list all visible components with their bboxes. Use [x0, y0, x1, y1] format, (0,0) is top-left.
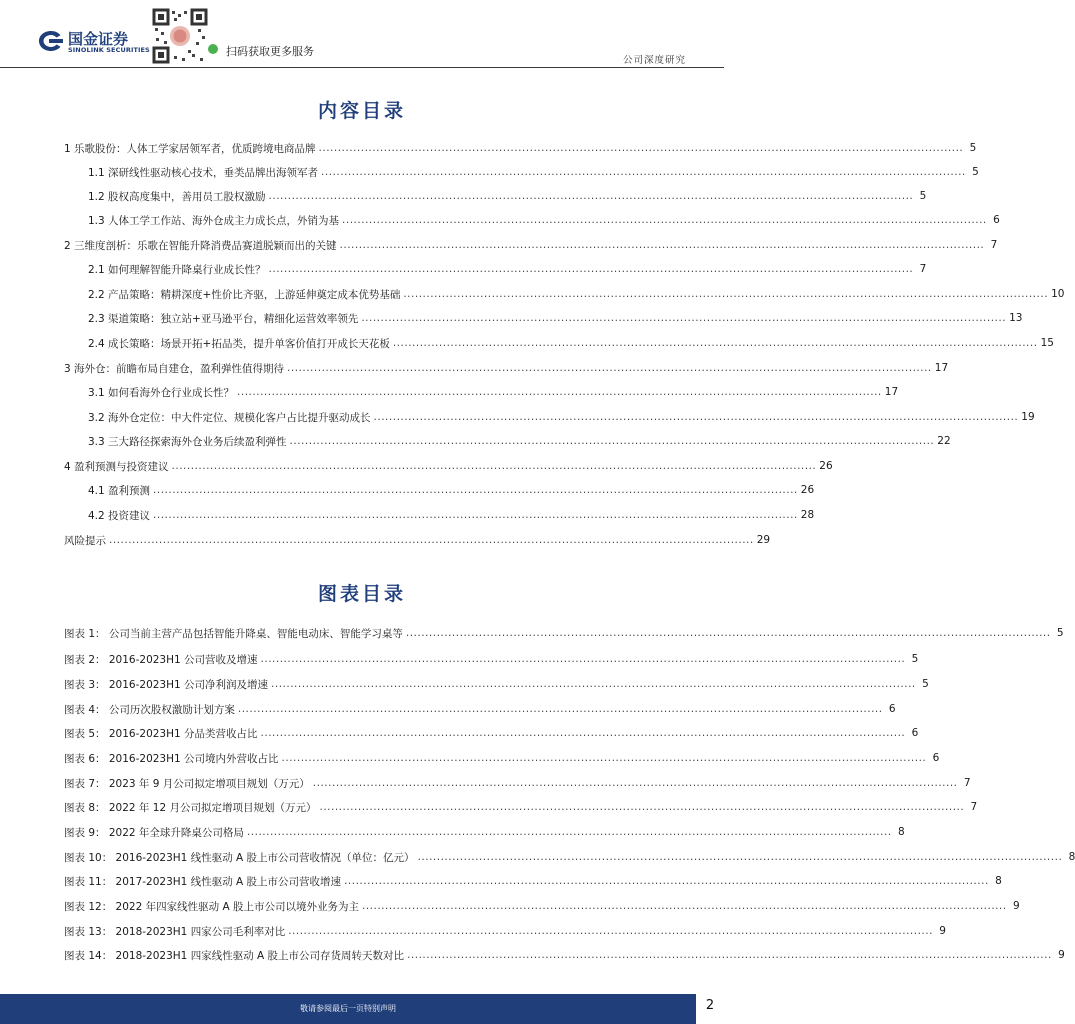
- wechat-badge-icon: [208, 44, 218, 54]
- toc-item[interactable]: 2.1 如何理解智能升降桌行业成长性？ ........................................................................................................................................................................ 7: [88, 263, 927, 276]
- page-number: 2: [705, 998, 715, 1013]
- toc-item[interactable]: 2.4 成长策略：场景开拓+拓品类，提升单客价值打开成长天花板 ........................................................................................................................................................................ 15: [88, 337, 1054, 350]
- figure-item[interactable]: 图表 7： 2023 年 9 月公司拟定增项目规划（万元） ........................................................................................................................................................................ 7: [64, 777, 971, 790]
- figure-item[interactable]: 图表 2： 2016-2023H1 公司营收及增速 ........................................................................................................................................................................ 5: [64, 653, 919, 666]
- toc-item[interactable]: 3.3 三大路径探索海外仓业务后续盈利弹性 ........................................................................................................................................................................ 22: [88, 435, 951, 448]
- toc-item[interactable]: 2 三维度剖析：乐歌在智能升降消费品赛道脱颖而出的关键 ........................................................................................................................................................................ 7: [64, 239, 998, 252]
- figure-item[interactable]: 图表 6： 2016-2023H1 公司境内外营收占比 ........................................................................................................................................................................ 6: [64, 752, 940, 765]
- toc-item[interactable]: 风险提示 ........................................................................................................................................................................ 29: [64, 534, 771, 547]
- figure-item[interactable]: 图表 1： 公司当前主营产品包括智能升降桌、智能电动床、智能学习桌等 ........................................................................................................................................................................ 5: [64, 627, 1064, 640]
- figure-item[interactable]: 图表 14： 2018-2023H1 四家线性驱动 A 股上市公司存货周转天数对比 ........................................................................................................................................................................ 9: [64, 949, 1065, 962]
- logo-chinese-name: 国金证券: [68, 30, 129, 48]
- toc-title: 内容目录: [317, 100, 406, 122]
- toc-item[interactable]: 4 盈利预测与投资建议 ........................................................................................................................................................................ 26: [64, 460, 833, 473]
- toc-item[interactable]: 1.3 人体工学工作站、海外仓成主力成长点，外销为基 ........................................................................................................................................................................ 6: [88, 214, 1000, 227]
- toc-item[interactable]: 3.2 海外仓定位：中大件定位、规模化客户占比提升驱动成长 ........................................................................................................................................................................ 19: [88, 411, 1035, 424]
- toc-item[interactable]: 1.2 股权高度集中，善用员工股权激励 ........................................................................................................................................................................ 5: [88, 190, 927, 203]
- logo-english-name: SINOLINK SECURITIES: [68, 46, 150, 54]
- figure-item[interactable]: 图表 8： 2022 年 12 月公司拟定增项目规划（万元） ........................................................................................................................................................................ 7: [64, 801, 978, 814]
- sinolink-logo-icon: [38, 30, 64, 52]
- figure-item[interactable]: 图表 11： 2017-2023H1 线性驱动 A 股上市公司营收增速 ........................................................................................................................................................................ 8: [64, 875, 1002, 888]
- toc-item[interactable]: 1 乐歌股份：人体工学家居领军者，优质跨境电商品牌 ........................................................................................................................................................................ 5: [64, 142, 977, 155]
- toc-item[interactable]: 3.1 如何看海外仓行业成长性？ ........................................................................................................................................................................ 17: [88, 386, 899, 399]
- toc-item[interactable]: 3 海外仓：前瞻布局自建仓，盈利弹性值得期待 ........................................................................................................................................................................ 17: [64, 362, 949, 375]
- scan-prompt: 扫码获取更多服务: [226, 45, 314, 58]
- figure-list-title: 图表目录: [317, 583, 406, 605]
- figure-item[interactable]: 图表 3： 2016-2023H1 公司净利润及增速 ........................................................................................................................................................................ 5: [64, 678, 929, 691]
- toc-item[interactable]: 4.1 盈利预测 ........................................................................................................................................................................ 26: [88, 484, 815, 497]
- toc-item[interactable]: 2.2 产品策略：精耕深度+性价比齐驱，上游延伸奠定成本优势基础 ........................................................................................................................................................................ 10: [88, 288, 1065, 301]
- toc-item[interactable]: 2.3 渠道策略：独立站+亚马逊平台，精细化运营效率领先 ........................................................................................................................................................................ 13: [88, 312, 1023, 325]
- qr-code-icon[interactable]: [152, 8, 208, 64]
- report-type-label: 公司深度研究: [622, 55, 686, 66]
- figure-item[interactable]: 图表 9： 2022 年全球升降桌公司格局 ........................................................................................................................................................................ 8: [64, 826, 905, 839]
- toc-item[interactable]: 4.2 投资建议 ........................................................................................................................................................................ 28: [88, 509, 815, 522]
- figure-item[interactable]: 图表 5： 2016-2023H1 分品类营收占比 ........................................................................................................................................................................ 6: [64, 727, 919, 740]
- figure-item[interactable]: 图表 12： 2022 年四家线性驱动 A 股上市公司以境外业务为主 ........................................................................................................................................................................ 9: [64, 900, 1020, 913]
- figure-item[interactable]: 图表 10： 2016-2023H1 线性驱动 A 股上市公司营收情况（单位：亿元） ........................................................................................................................................................................ 8: [64, 851, 1075, 864]
- figure-item[interactable]: 图表 13： 2018-2023H1 四家公司毛利率对比 ........................................................................................................................................................................ 9: [64, 925, 946, 938]
- footer-disclaimer: 敬请参阅最后一页特别声明: [300, 1004, 396, 1013]
- page-header: [0, 0, 724, 70]
- toc-item[interactable]: 1.1 深研线性驱动核心技术，垂类品牌出海领军者 ........................................................................................................................................................................ 5: [88, 166, 979, 179]
- figure-item[interactable]: 图表 4： 公司历次股权激励计划方案 ........................................................................................................................................................................ 6: [64, 703, 896, 716]
- header-divider: [0, 67, 724, 68]
